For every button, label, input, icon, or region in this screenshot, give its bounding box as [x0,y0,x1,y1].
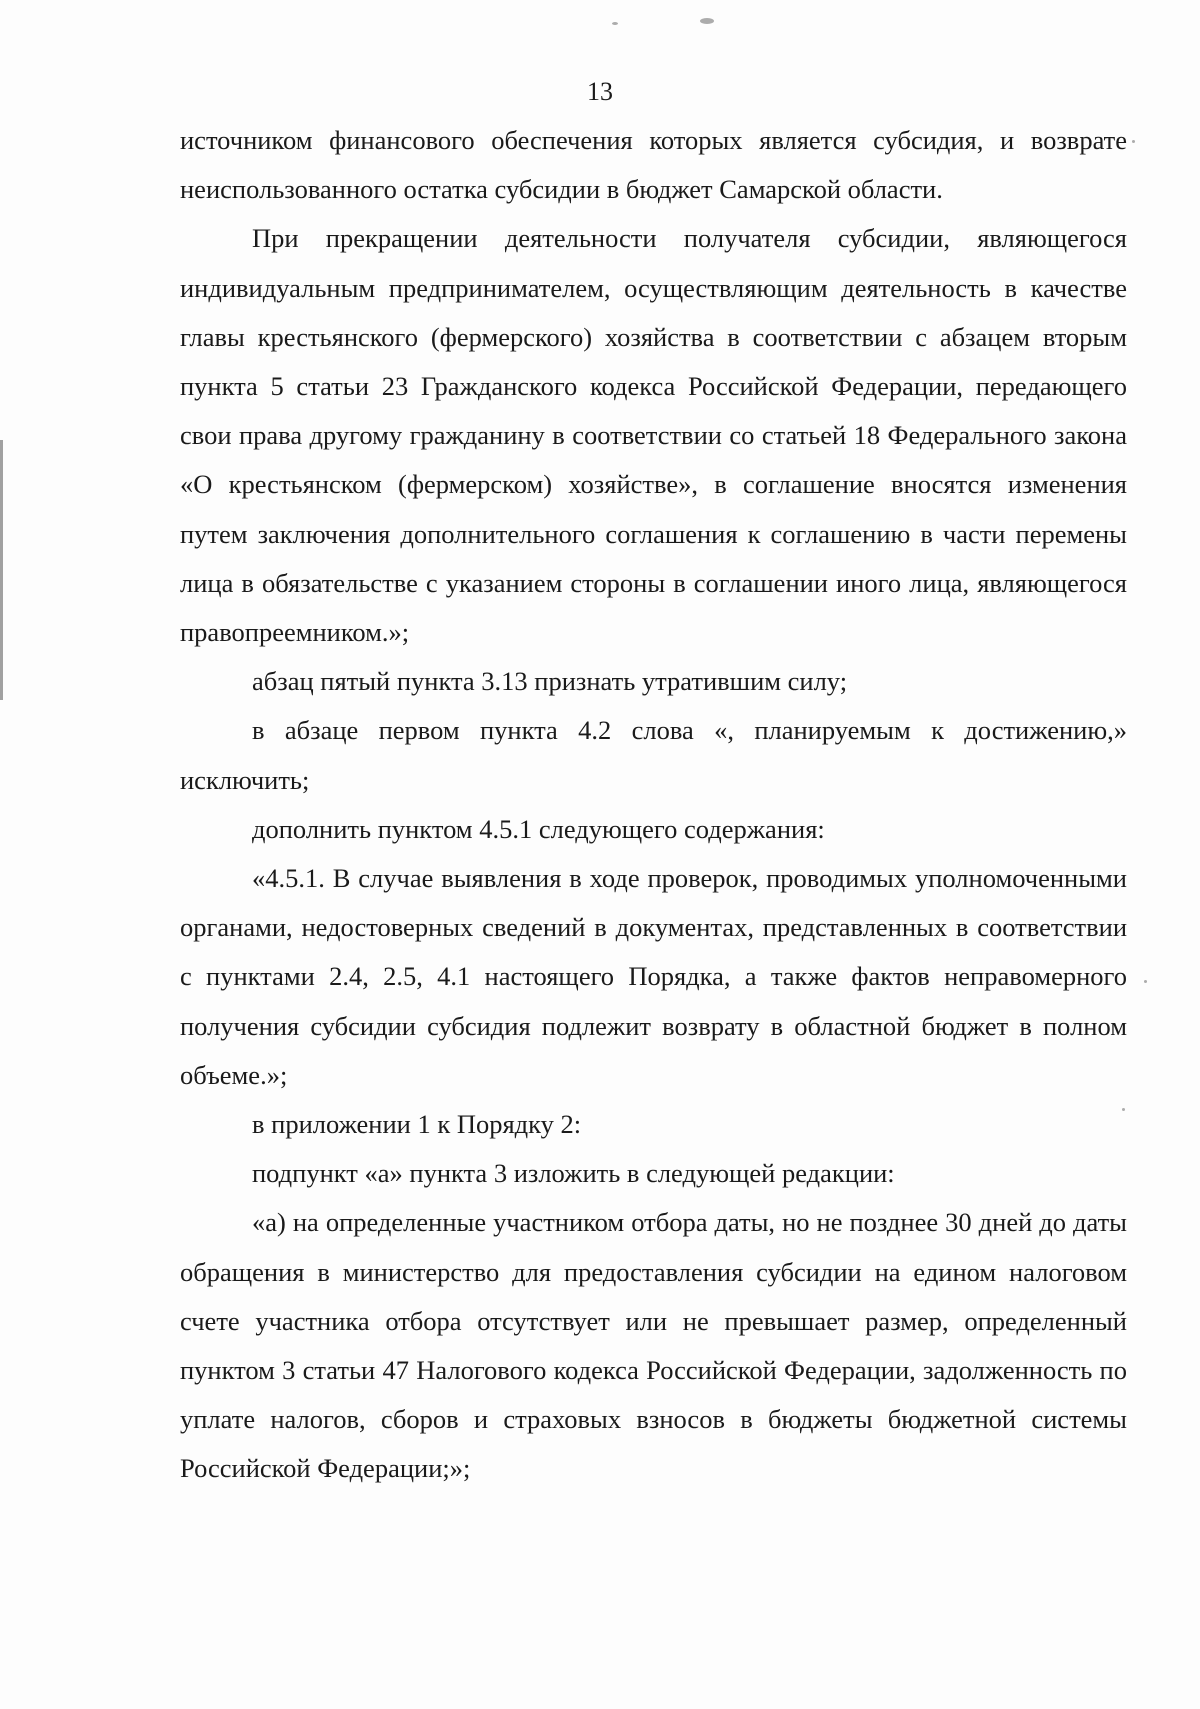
paragraph-amendment-4-2: в абзаце первом пункта 4.2 слова «, планируемым к достижению,» исключить; [180,715,1127,795]
paragraph-subclause-a: подпункт «а» пункта 3 изложить в следующей редакции: [252,1158,895,1189]
scan-speck [1144,980,1147,983]
scan-speck [700,18,714,24]
paragraph-subclause-a-text: «а) на определенные участником отбора даты, но не позднее 30 дней до даты обращения в министерство для предоставления субсидии на едином налоговом счете участника отбора отсутствует или не превышает размер, определенный пунктом 3 статьи 47 Налогового кодекса Российской Федерации, задолженность по уплате налогов, сборов и страховых взносов в бюджеты бюджетной системы Российской Федерации;»; [180,1207,1127,1484]
scan-edge-shadow [0,440,3,700]
document-body [180,116,1127,1494]
paragraph-4-5-1-text: «4.5.1. В случае выявления в ходе проверок, проводимых уполномоченными органами, недостоверных сведений в документах, представленных в соответствии с пунктами 2.4, 2.5, 4.1 настоящего Порядка, а также фактов неправомерного получения субсидии субсидия подлежит возврату в областной бюджет в полном объеме.»; [180,863,1127,1090]
paragraph-succession-clause: При прекращении деятельности получателя субсидии, являющегося индивидуальным предпринимателем, осуществляющим деятельность в качестве главы крестьянского (фермерского) хозяйства в соответствии с абзацем вторым пункта 5 статьи 23 Гражданского кодекса Российской Федерации, передающего свои права другому гражданину в соответствии со статьей 18 Федерального закона «О крестьянском (фермерском) хозяйстве», в соглашение вносятся изменения путем заключения дополнительного соглашения к соглашению в части перемены лица в обязательстве с указанием стороны в соглашении иного лица, являющегося правопреемником.»; [180,223,1127,648]
scan-speck [1132,140,1135,143]
paragraph-amendment-3-13: абзац пятый пункта 3.13 признать утратившим силу; [252,666,848,697]
paragraph-continuation: источником финансового обеспечения которых является субсидия, и возврате неиспользованного остатка субсидии в бюджет Самарской области. [180,125,1127,205]
page-number: 13 [587,77,613,106]
paragraph-annex-1: в приложении 1 к Порядку 2: [252,1109,582,1140]
paragraph-add-4-5-1: дополнить пунктом 4.5.1 следующего содержания: [252,813,825,844]
scan-speck [612,22,618,25]
